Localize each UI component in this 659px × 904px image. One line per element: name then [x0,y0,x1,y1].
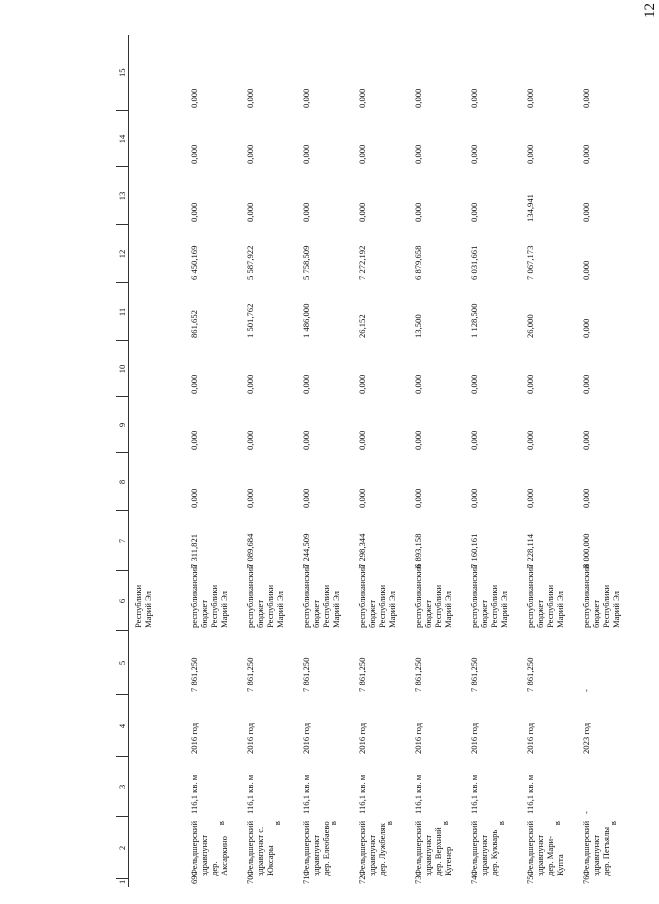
cell-c10: 0,000 [581,374,591,394]
col-header-10: 10 [116,341,129,397]
object-letter: в [496,821,506,826]
cell-c10: 0,000 [245,374,255,394]
cell-c12: 7 272,192 [357,245,367,280]
cell-c7: 7 244,509 [301,533,311,568]
cell-source: республиканский бюджет Республики Марий Эл [525,564,565,628]
carryover-source: Республики Марий Эл [133,584,153,628]
cell-c8: 0,000 [189,488,199,508]
cell-c11: 1 501,762 [245,303,255,338]
object-name [468,817,524,879]
col-header-7: 7 [116,511,129,571]
table-row [244,35,300,887]
cell-c7: 7 089,684 [245,533,255,568]
cell-c8: 0,000 [581,488,591,508]
col-header-11: 11 [116,283,129,341]
cell-c11: 0,000 [581,318,591,338]
cell-c9: 0,000 [525,430,535,450]
table-row [580,35,636,887]
cell-source: республиканский бюджет Республики Марий Эл [581,564,621,628]
table-row [412,35,468,887]
object-letter: в [328,821,338,826]
col-header-12: 12 [116,225,129,283]
object-name [356,817,412,879]
table-row [468,35,524,887]
cell-c9: 0,000 [245,430,255,450]
cell-c9: 0,000 [301,430,311,450]
object-letter: в [552,821,562,826]
cell-c12: 6 879,658 [413,245,423,280]
cell-cost: 7 861,250 [469,657,479,692]
col-header-1: 1 [116,879,129,887]
col-header-13: 13 [116,167,129,225]
cell-c14: 0,000 [301,144,311,164]
cell-num: 72. [357,873,367,884]
cell-c14: 0,000 [357,144,367,164]
object-name-text: Фельдшерский здравпункт дер. Аксаркино [189,820,229,876]
cell-c15: 0,000 [581,88,591,108]
cell-c9: 0,000 [469,430,479,450]
cell-c13: 134,941 [525,194,535,222]
carryover-row [129,35,189,887]
col-header-14: 14 [116,111,129,167]
cell-c11: 1 128,500 [469,303,479,338]
cell-c13: 0,000 [413,202,423,222]
cell-source: республиканский бюджет Республики Марий Эл [413,564,453,628]
object-name-text: Фельдшерский здравпункт дер. Мари-Купта [525,820,565,876]
cell-c10: 0,000 [357,374,367,394]
cell-num: 70. [245,873,255,884]
cell-c15: 0,000 [357,88,367,108]
page-number: 12 [642,3,658,18]
cell-c9: 0,000 [413,430,423,450]
cell-c12: 5 587,922 [245,245,255,280]
cell-c7: 6 893,158 [413,533,423,568]
cell-c7: 7 228,114 [525,533,535,568]
cell-c9: 0,000 [357,430,367,450]
cell-area: - [581,811,591,814]
cell-c13: 0,000 [189,202,199,222]
cell-c11: 13,500 [413,314,423,338]
cell-c10: 0,000 [301,374,311,394]
col-header-2: 2 [116,817,129,879]
cell-c9: 0,000 [189,430,199,450]
cell-c15: 0,000 [245,88,255,108]
cell-num: 69. [189,873,199,884]
cell-area: 116,1 кв. м [301,774,311,814]
cell-num: 71. [301,873,311,884]
object-letter: в [272,821,282,826]
cell-c11: 26,000 [525,314,535,338]
cell-cost: - [581,689,591,692]
object-name-text: Фельдшерский здравпункт с. Юксары [245,820,275,876]
cell-area: 116,1 кв. м [525,774,535,814]
cell-c13: 0,000 [469,202,479,222]
object-name-text: Фельдшерский здравпункт дер. Лужбеляк [357,820,387,876]
cell-area: 116,1 кв. м [189,774,199,814]
cell-area: 116,1 кв. м [413,774,423,814]
cell-c8: 0,000 [469,488,479,508]
cell-c11: 861,652 [189,310,199,338]
col-header-3: 3 [116,757,129,817]
cell-cost: 7 861,250 [245,657,255,692]
cell-cost: 7 861,250 [189,657,199,692]
cell-c12: 0,000 [581,260,591,280]
cell-c15: 0,000 [301,88,311,108]
cell-c8: 0,000 [357,488,367,508]
cell-c8: 0,000 [413,488,423,508]
cell-source: республиканский бюджет Республики Марий Эл [301,564,341,628]
object-name-text: Фельдшерский здравпункт дер. Верхний Кугенер [413,820,453,876]
object-letter: в [384,821,394,826]
cell-year: 2016 год [525,722,535,754]
cell-c12: 7 067,173 [525,245,535,280]
table-row [188,35,244,887]
cell-c14: 0,000 [525,144,535,164]
cell-c8: 0,000 [245,488,255,508]
object-name-text: Фельдшерский здравпункт дер. Елеобаево [301,820,331,876]
cell-c11: 26,152 [357,314,367,338]
object-letter: в [608,821,618,826]
cell-c7: 7 311,821 [189,533,199,568]
table-row [356,35,412,887]
cell-source: республиканский бюджет Республики Марий Эл [469,564,509,628]
cell-c14: 0,000 [469,144,479,164]
object-name [580,817,636,879]
cell-c9: 0,000 [581,430,591,450]
cell-c13: 0,000 [245,202,255,222]
object-name [412,817,468,879]
table-row [300,35,356,887]
cell-year: 2023 год [581,722,591,754]
cell-area: 116,1 кв. м [245,774,255,814]
cell-source: республиканский бюджет Республики Марий Эл [189,564,229,628]
col-header-8: 8 [116,453,129,511]
cell-cost: 7 861,250 [357,657,367,692]
cell-c12: 5 758,509 [301,245,311,280]
cell-c10: 0,000 [413,374,423,394]
cell-num: 75. [525,873,535,884]
cell-source: республиканский бюджет Республики Марий Эл [245,564,285,628]
cell-source: республиканский бюджет Республики Марий Эл [357,564,397,628]
cell-c11: 1 486,000 [301,303,311,338]
cell-c7: 8 000,000 [581,533,591,568]
cell-year: 2016 год [245,722,255,754]
object-name [524,817,580,879]
cell-c15: 0,000 [469,88,479,108]
object-name [188,817,244,879]
cell-num: 73. [413,873,423,884]
object-name-text: Фельдшерский здравпункт дер. Петъялы [581,820,611,876]
cell-c15: 0,000 [189,88,199,108]
cell-year: 2016 год [413,722,423,754]
cell-c15: 0,000 [413,88,423,108]
cell-year: 2016 год [189,722,199,754]
cell-num: 76. [581,873,591,884]
cell-c7: 7 160,161 [469,533,479,568]
col-header-15: 15 [116,35,129,111]
cell-c10: 0,000 [189,374,199,394]
cell-c10: 0,000 [469,374,479,394]
cell-c10: 0,000 [525,374,535,394]
cell-cost: 7 861,250 [525,657,535,692]
cell-c13: 0,000 [581,202,591,222]
cell-c13: 0,000 [301,202,311,222]
col-header-5: 5 [116,631,129,695]
object-name [300,817,356,879]
object-letter: в [216,821,226,826]
col-header-9: 9 [116,397,129,453]
cell-c12: 6 031,661 [469,245,479,280]
cell-c14: 0,000 [189,144,199,164]
table-row [524,35,580,887]
cell-year: 2016 год [469,722,479,754]
col-header-6: 6 [116,571,129,631]
object-name [244,817,300,879]
cell-year: 2016 год [357,722,367,754]
cell-c13: 0,000 [357,202,367,222]
cell-num: 74. [469,873,479,884]
cell-area: 116,1 кв. м [469,774,479,814]
cell-c14: 0,000 [581,144,591,164]
cell-cost: 7 861,250 [413,657,423,692]
cell-c8: 0,000 [301,488,311,508]
object-letter: в [440,821,450,826]
cell-cost: 7 861,250 [301,657,311,692]
cell-c7: 7 298,344 [357,533,367,568]
col-header-4: 4 [116,695,129,757]
construction-table [116,35,636,887]
cell-c15: 0,000 [525,88,535,108]
cell-c12: 6 450,169 [189,245,199,280]
object-name-text: Фельдшерский здравпункт дер. Кукварь [469,820,499,876]
cell-year: 2016 год [301,722,311,754]
cell-c14: 0,000 [245,144,255,164]
cell-area: 116,1 кв. м [357,774,367,814]
header-row [116,35,129,887]
data-table [116,35,636,887]
cell-c8: 0,000 [525,488,535,508]
cell-c14: 0,000 [413,144,423,164]
